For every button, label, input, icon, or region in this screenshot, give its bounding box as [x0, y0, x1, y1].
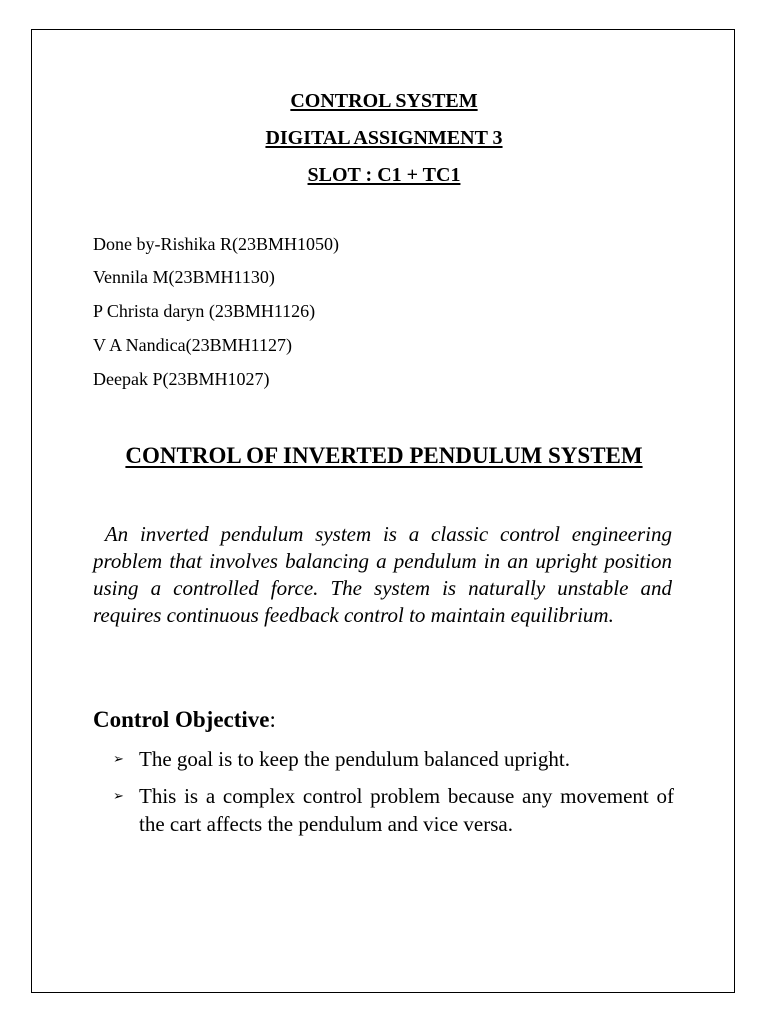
team-member: Vennila M(23BMH1130)	[93, 267, 275, 287]
objective-heading-colon: :	[269, 707, 276, 732]
team-member: Done by-Rishika R(23BMH1050)	[93, 234, 339, 254]
objective-heading	[93, 706, 276, 734]
team-member: Deepak P(23BMH1027)	[93, 369, 270, 389]
arrowhead-bullet-icon: ➢	[113, 789, 124, 804]
team-member: V A Nandica(23BMH1127)	[93, 335, 292, 355]
team-member: P Christa daryn (23BMH1126)	[93, 301, 316, 321]
objective-list	[110, 745, 674, 847]
arrowhead-bullet-icon: ➢	[113, 752, 124, 767]
list-item-text: This is a complex control problem because any movement of the cart affects the pendulum and vice versa.	[139, 784, 674, 836]
list-item	[110, 745, 674, 773]
list-item-text: The goal is to keep the pendulum balanced upright.	[139, 747, 570, 771]
document-title: CONTROL OF INVERTED PENDULUM SYSTEM	[125, 443, 643, 468]
slot-label: SLOT : C1 + TC1	[307, 164, 461, 186]
intro-text: An inverted pendulum system is a classic control engineering problem that involves balancing a pendulum in an upright position using a controlled force. The system is naturally unstable and requires continuous feedback control to maintain equilibrium.	[93, 522, 673, 627]
course-title: CONTROL SYSTEM	[290, 90, 478, 112]
objective-heading-label: Control Objective	[93, 707, 270, 732]
list-item	[110, 782, 674, 838]
intro-paragraph	[93, 521, 672, 629]
assignment-title: DIGITAL ASSIGNMENT 3	[265, 127, 503, 149]
